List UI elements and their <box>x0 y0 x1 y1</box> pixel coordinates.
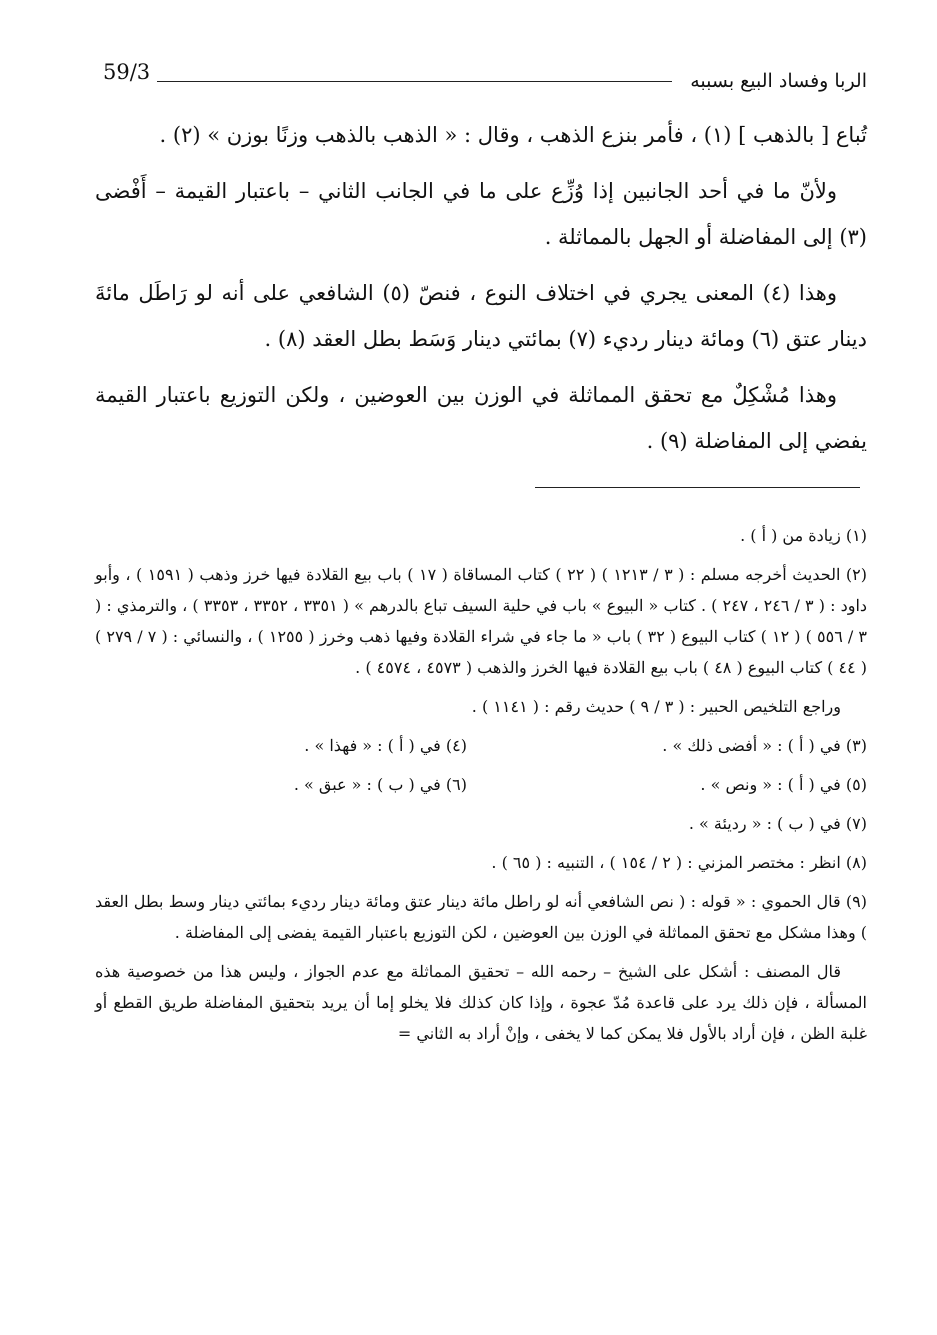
footnote: (٣) في ( أ ) : « أفضى ذلك » . <box>662 736 867 755</box>
footnote: (٥) في ( أ ) : « ونص » . <box>700 775 867 794</box>
page-number: 59/3 <box>103 60 151 84</box>
running-title: الربا وفساد البيع بسببه <box>690 70 867 92</box>
paragraph: وهذا (٤) المعنى يجري في اختلاف النوع ، فنصّ (٥) الشافعي على أنه لو رَاطَل مائةَ دينار عتق (٦) ومائة دينار رديء (٧) بمائتي دينار وَسَط بطل العقد (٨) . <box>95 281 867 351</box>
footnote: قال المصنف : أشكل على الشيخ – رحمه الله – تحقيق المماثلة مع عدم الجواز ، وليس هذا من خصوصية هذه المسألة ، فإن ذلك يرد على قاعدة مُدّ عجوة ، وإذا كان كذلك فلا يخلو إما أن يريد بتحقيق المفاضلة طريق القطع أو غلبة الظن ، فإن أراد بالأول فلا يمكن كما لا يخفى ، وإنْ أراد به الثاني = <box>95 962 867 1043</box>
paragraph: وهذا مُشْكِلٌ مع تحقق المماثلة في الوزن بين العوضين ، ولكن التوزيع باعتبار القيمة يفضي إلى المفاضلة (٩) . <box>95 383 867 453</box>
paragraph: تُباع [ بالذهب ] (١) ، فأمر بنزع الذهب ، وقال : « الذهب بالذهب وزنًا بوزن » (٢) . <box>159 123 867 147</box>
main-text <box>95 112 867 474</box>
footnote: (٦) في ( ب ) : « عبق » . <box>293 775 467 794</box>
footnote-separator <box>535 487 860 488</box>
paragraph: ولأنّ ما في أحد الجانبين إذا وُزِّع على ما في الجانب الثاني – باعتبار القيمة – أَفْضى (٣) إلى المفاضلة أو الجهل بالمماثلة . <box>95 179 867 249</box>
footnote: (٨) انظر : مختصر المزني : ( ٢ / ١٥٤ ) ، التنبيه : ( ٦٥ ) . <box>491 853 867 872</box>
page-header <box>95 60 867 100</box>
footnote: (٧) في ( ب ) : « رديئة » . <box>688 814 867 833</box>
footnote: (٩) قال الحموي : « قوله : ( نص الشافعي أنه لو راطل مائة دينار عتق ومائة دينار رديء بمائتي دينار وسط بطل العقد ) وهذا مشكل مع تحقق المماثلة في الوزن بين العوضين ، لكن التوزيع باعتبار القيمة يفضى إلى المفاضلة . <box>95 892 867 942</box>
footnotes <box>95 520 867 1057</box>
footnote: (١) زيادة من ( أ ) . <box>740 526 867 545</box>
footnote-pair <box>95 769 867 800</box>
footnote: وراجع التلخيص الحبير : ( ٣ / ٩ ) حديث رقم : ( ١١٤١ ) . <box>471 697 841 716</box>
header-rule <box>157 81 672 82</box>
footnote: (٢) الحديث أخرجه مسلم : ( ٣ / ١٢١٣ ) ( ٢٢ ) كتاب المساقاة ( ١٧ ) باب بيع القلادة فيها خرز وذهب ( ١٥٩١ ) ، وأبو داود : ( ٣ / ٢٤٦ ، ٢٤٧ ) . كتاب « البيوع » باب في حلية السيف تباع بالدرهم » ( ٣٣٥١ ، ٣٣٥٢ ، ٣٣٥٣ ) ، والترمذي : ( ٣ / ٥٥٦ ) ( ١٢ ) كتاب البيوع ( ٣٢ ) باب « ما جاء في شراء القلادة وفيها ذهب وخرز ( ١٢٥٥ ) ، والنسائي : ( ٧ / ٢٧٩ ) ( ٤٤ ) كتاب البيوع ( ٤٨ ) باب بيع القلادة فيها الخرز والذهب ( ٤٥٧٣ ، ٤٥٧٤ ) . <box>95 565 868 677</box>
footnote-pair <box>95 730 867 761</box>
footnote: (٤) في ( أ ) : « فهذا » . <box>304 736 467 755</box>
